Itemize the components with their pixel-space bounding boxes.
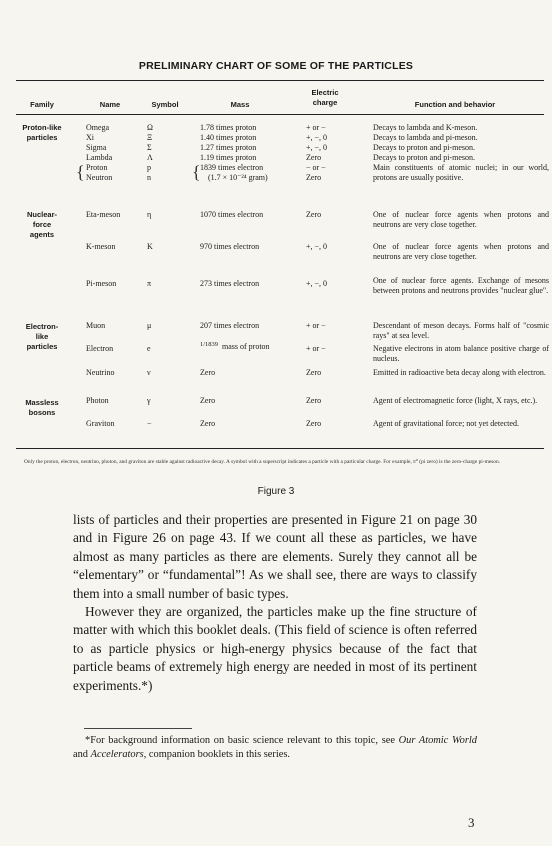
particle-charge: Zero bbox=[306, 419, 322, 428]
particle-charge: +, −, 0 bbox=[306, 242, 328, 251]
chart-footnote: Only the proton, electron, neutrino, photon, and graviton are stable against radioactive decay. A symbol with a superscript indicates a particle with a particular charge. For example, π⁰ (pi zero) is the zero-charge pi-meson. bbox=[24, 459, 501, 465]
particle-name: Pi-meson bbox=[86, 279, 117, 288]
family-label-line: Nuclear- bbox=[26, 210, 57, 219]
particle-mass: 207 times electron bbox=[200, 321, 260, 330]
particle-function: Negative electrons in atom balance positive charge of nucleus. bbox=[373, 344, 549, 364]
body-paragraph-1 bbox=[73, 511, 477, 603]
particle-function: Agent of gravitational force; not yet detected. bbox=[373, 419, 519, 428]
particle-mass: 1.19 times proton bbox=[200, 153, 257, 162]
family-proton-like bbox=[17, 123, 67, 143]
family-label-line: agents bbox=[29, 230, 55, 239]
particle-name: K-meson bbox=[86, 242, 116, 251]
particle-name: Omega bbox=[86, 123, 110, 132]
particle-symbol: e bbox=[147, 344, 151, 353]
particle-charge: +, −, 0 bbox=[306, 143, 328, 152]
footnote-title-2: Accelerators bbox=[90, 749, 144, 761]
particle-mass: 970 times electron bbox=[200, 242, 260, 251]
family-label-line: like bbox=[35, 332, 49, 341]
paragraph-text: However they are organized, the particles make up the fine structure of matter with which this booklet deals. (This field of science is often referred to as particle physics or high-energy physics because of the fact that particle beams of extremely high energy are needed in most of its pertinent experiments.*) bbox=[73, 604, 477, 693]
particle-function: Main constituents of atomic nuclei; in our world, protons are usually positive. bbox=[373, 163, 549, 183]
particle-symbol: Λ bbox=[147, 153, 153, 162]
page-number: 3 bbox=[468, 815, 475, 830]
particle-name: Muon bbox=[86, 321, 106, 330]
body-paragraph-2 bbox=[73, 603, 477, 695]
particle-name: Graviton bbox=[86, 419, 115, 428]
name-brace: { bbox=[76, 162, 85, 182]
header-symbol: Symbol bbox=[151, 100, 179, 109]
particle-charge: + or − bbox=[306, 123, 326, 132]
header-charge-line1: Electric bbox=[311, 88, 339, 97]
particle-symbol: Ξ bbox=[147, 133, 153, 142]
family-label-line: particles bbox=[26, 133, 58, 142]
particle-mass: 1.27 times proton bbox=[200, 143, 257, 152]
particle-mass: 1.78 times proton bbox=[200, 123, 257, 132]
table-header-rule bbox=[16, 114, 544, 115]
particle-charge: + or − bbox=[306, 344, 326, 353]
particle-mass: 273 times electron bbox=[200, 279, 260, 288]
family-massless-bosons bbox=[17, 398, 67, 418]
particle-name: Electron bbox=[86, 344, 114, 353]
particle-function: One of nuclear force agents. Exchange of mesons between protons and neutrons provides "nuclear glue". bbox=[373, 276, 549, 296]
particle-symbol: γ bbox=[147, 396, 151, 405]
footnote-title-1: Our Atomic World bbox=[398, 735, 477, 746]
family-nuclear-force bbox=[17, 210, 67, 240]
footnote-lead: *For background information on basic science relevant to this topic, see bbox=[85, 735, 399, 746]
particle-charge: Zero bbox=[306, 173, 322, 182]
particle-symbol: Ω bbox=[147, 123, 153, 132]
particle-name: Photon bbox=[86, 396, 109, 405]
particle-symbol: − bbox=[147, 419, 152, 428]
particle-function: One of nuclear force agents when protons and neutrons are very close together. bbox=[373, 242, 549, 262]
particle-charge: Zero bbox=[306, 210, 322, 219]
particle-name: Neutron bbox=[86, 173, 113, 182]
footnote-tail: , companion booklets in this series. bbox=[143, 749, 291, 761]
particle-function: Agent of electromagnetic force (light, X rays, etc.). bbox=[373, 396, 538, 405]
chart-title: PRELIMINARY CHART OF SOME OF THE PARTICLES bbox=[138, 60, 414, 72]
particle-function: Decays to lambda and pi-meson. bbox=[373, 133, 478, 142]
family-label-line: Electron- bbox=[25, 322, 59, 331]
particle-charge: +, −, 0 bbox=[306, 133, 328, 142]
header-mass: Mass bbox=[230, 100, 250, 109]
particle-name: Eta-meson bbox=[86, 210, 121, 219]
page-footnote bbox=[73, 734, 477, 763]
header-family: Family bbox=[30, 100, 54, 109]
particle-mass: (1.7 × 10⁻²⁴ gram) bbox=[208, 173, 268, 182]
mass-brace: { bbox=[192, 162, 201, 182]
header-name: Name bbox=[99, 100, 121, 109]
family-label-line: Proton-like bbox=[22, 123, 62, 132]
particle-mass: 1.40 times proton bbox=[200, 133, 257, 142]
footnote-rule bbox=[84, 728, 192, 729]
particle-name: Xi bbox=[86, 133, 94, 142]
table-top-rule bbox=[16, 80, 544, 81]
family-label-line: bosons bbox=[28, 408, 56, 417]
footnote-mid: and bbox=[73, 749, 91, 761]
particle-function: Decays to proton and pi-meson. bbox=[373, 153, 475, 162]
particle-function: Emitted in radioactive beta decay along with electron. bbox=[373, 368, 546, 377]
family-label-line: particles bbox=[26, 342, 58, 351]
particle-function: One of nuclear force agents when protons and neutrons are very close together. bbox=[373, 210, 549, 230]
particle-charge: Zero bbox=[306, 153, 322, 162]
particle-mass: Zero bbox=[200, 368, 216, 377]
particle-symbol: μ bbox=[147, 321, 152, 330]
family-electron-like bbox=[17, 322, 67, 352]
family-label-line: force bbox=[32, 220, 52, 229]
particle-symbol: π bbox=[147, 279, 152, 288]
particle-charge: Zero bbox=[306, 396, 322, 405]
particle-symbol: η bbox=[147, 210, 152, 219]
figure-caption: Figure 3 bbox=[257, 486, 295, 497]
header-function: Function and behavior bbox=[414, 100, 496, 109]
particle-mass: mass of proton bbox=[222, 342, 270, 351]
particle-mass: Zero bbox=[200, 419, 216, 428]
particle-symbol: K bbox=[147, 242, 153, 251]
particle-mass: Zero bbox=[200, 396, 216, 405]
header-charge-line2: charge bbox=[312, 98, 338, 107]
particle-symbol: Σ bbox=[147, 143, 152, 152]
particle-name: Sigma bbox=[86, 143, 107, 152]
particle-name: Neutrino bbox=[86, 368, 115, 377]
particle-symbol: p bbox=[147, 163, 151, 172]
family-label-line: Massless bbox=[25, 398, 59, 407]
header-charge bbox=[300, 88, 350, 108]
particle-function: Decays to proton and pi-meson. bbox=[373, 143, 475, 152]
particle-function: Decays to lambda and K-meson. bbox=[373, 123, 478, 132]
table-bottom-rule bbox=[16, 448, 544, 449]
particle-name: Lambda bbox=[86, 153, 113, 162]
particle-mass: 1839 times electron bbox=[200, 163, 264, 172]
particle-mass: 1070 times electron bbox=[200, 210, 264, 219]
particle-charge: +, −, 0 bbox=[306, 279, 328, 288]
particle-name: Proton bbox=[86, 163, 108, 172]
paragraph-text: lists of particles and their properties are presented in Figure 21 on page 30 and in Figure 26 on page 43. If we count all these as particles, we have almost as many particles as there are elements. Surely they cannot all be “elementary” or “fundamental”! As we shall see, there are ways to classify them into a small number of basic types. bbox=[73, 512, 477, 601]
particle-charge: + or − bbox=[306, 321, 326, 330]
particle-symbol: ν bbox=[147, 368, 151, 377]
electron-mass-fraction: 1/1839 bbox=[200, 341, 219, 348]
particle-charge: − or − bbox=[306, 163, 326, 172]
particle-symbol: n bbox=[147, 173, 151, 182]
particle-function: Descendant of meson decays. Forms half of "cosmic rays" at sea level. bbox=[373, 321, 549, 341]
particle-charge: Zero bbox=[306, 368, 322, 377]
